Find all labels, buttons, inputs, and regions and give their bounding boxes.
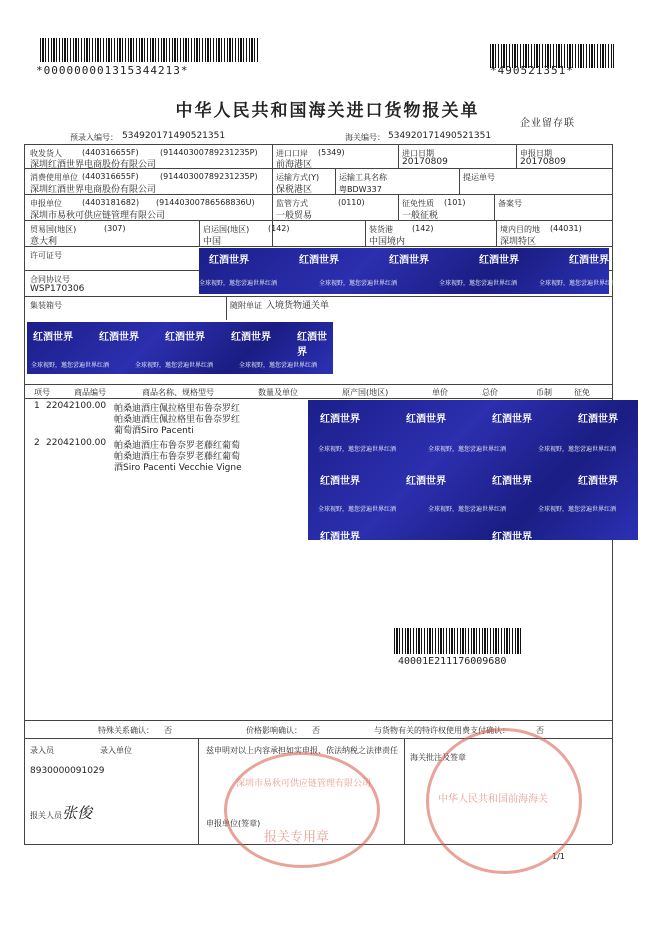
col-line — [494, 194, 495, 220]
watermark-banner-top — [199, 248, 618, 294]
goods-1-no: 1 — [34, 401, 40, 411]
banner-logo: 红酒世界 — [492, 476, 532, 487]
import-date: 20170809 — [402, 157, 448, 167]
goods-header-tax: 征免 — [574, 388, 590, 397]
declare-date-label: 申报日期 — [520, 149, 552, 158]
footer-col-line — [404, 738, 405, 844]
company-seal — [224, 752, 380, 868]
consignee-credit: (91440300789231235P) — [160, 148, 258, 157]
col-line — [365, 220, 366, 246]
banner-logo: 红酒世界 — [320, 414, 360, 425]
banner-logo: 红酒世界 — [578, 476, 618, 487]
container-label: 集装箱号 — [30, 301, 62, 310]
banner-logo: 红酒世界 — [578, 414, 618, 425]
banner-slogan: 全球视野，邀您尝遍世界红酒 — [31, 362, 110, 369]
form-left-border — [24, 144, 25, 720]
dest: 深圳特区 — [500, 237, 537, 247]
special-value: 否 — [164, 726, 172, 735]
supervision-value: 一般贸易 — [276, 211, 313, 221]
banner-slogan: 全球视野，邀您尝遍世界红酒 — [428, 506, 507, 513]
import-date-label: 进口日期 — [402, 149, 434, 158]
col-line — [335, 168, 336, 194]
watermark-banner-middle — [27, 322, 333, 374]
banner-logo: 红酒世界 — [320, 532, 360, 543]
customs-no: 534920171490521351 — [388, 131, 492, 141]
origin-country-code: (142) — [268, 224, 290, 233]
customs-approval-label: 海关批注及签章 — [410, 753, 466, 762]
banner-logo: 红酒世界 — [492, 414, 532, 425]
port-load-label: 装货港 — [369, 225, 393, 234]
goods-header-no: 项号 — [34, 388, 50, 397]
contract-no: WSP170306 — [30, 284, 85, 294]
port-label: 进口口岸 — [276, 149, 308, 158]
declarant-name: 深圳市易秋可供应链管理有限公司 — [30, 211, 166, 221]
declarer-label: 报关人员 — [30, 811, 62, 820]
customs-seal-text: 中华人民共和国前海海关 — [438, 794, 548, 805]
goods-header-currency: 币制 — [536, 388, 552, 397]
row-line — [24, 296, 612, 297]
col-line — [226, 296, 227, 320]
consignee-code: (440316655F) — [82, 148, 139, 157]
footer-right-border — [612, 720, 613, 844]
col-line — [398, 194, 399, 220]
user-code: (440316655F) — [82, 172, 139, 181]
goods-header-country: 原产国(地区) — [342, 388, 389, 397]
goods-2-no: 2 — [34, 438, 40, 448]
banner-slogan: 全球视野，邀您尝遍世界红酒 — [538, 446, 617, 453]
banner-logo: 红酒世界 — [569, 255, 609, 266]
tax-value: 一般征税 — [402, 211, 439, 221]
declarant-credit: (91440300786568836U) — [156, 198, 255, 207]
watermark-banner-goods — [308, 400, 638, 543]
banner-slogan: 全球视野，邀您尝遍世界红酒 — [135, 362, 214, 369]
goods-1-name-line3: 葡萄酒Siro Pacenti — [114, 426, 194, 436]
transport-label: 运输方式(Y) — [276, 173, 320, 182]
port-code: (5349) — [318, 148, 345, 157]
trade-country-label: 贸易国(地区) — [30, 225, 77, 234]
port-load-code: (142) — [412, 224, 434, 233]
banner-logo: 红酒世界 — [389, 255, 429, 266]
form-top-border — [24, 144, 612, 145]
transport-value: 保税港区 — [276, 185, 313, 195]
banner-logo: 红酒世界 — [33, 332, 73, 343]
banner-slogan: 全球视野，邀您尝遍世界红酒 — [319, 280, 398, 287]
banner-logo: 红酒世界 — [492, 532, 532, 543]
doc-label: 随附单证 — [230, 301, 262, 310]
dest-code: (44031) — [550, 224, 582, 233]
pre-entry-no: 534920171490521351 — [122, 131, 226, 141]
statement: 兹申明对以上内容承担如实申报、依法纳税之法律责任 — [206, 746, 398, 755]
royalty-label: 与货物有关的特许权使用费支付确认： — [374, 726, 510, 735]
declarant-code: (4403181682) — [82, 198, 140, 207]
banner-logo: 红酒世界 — [479, 255, 519, 266]
col-line — [398, 144, 399, 168]
middle-barcode — [394, 628, 522, 654]
banner-logo: 红酒世界 — [297, 332, 327, 358]
page-number: 1/1 — [552, 852, 565, 861]
top-left-barcode — [40, 38, 260, 62]
entry-unit-label: 录入单位 — [100, 746, 132, 755]
banner-logo: 红酒世界 — [99, 332, 139, 343]
price-value: 否 — [312, 726, 320, 735]
company-seal-text: 深圳市易秋可供应链管理有限公司 — [236, 779, 372, 789]
goods-header-name: 商品名称、规格型号 — [142, 388, 214, 397]
port-load: 中国境内 — [369, 237, 406, 247]
declarer-signature: 张俊 — [62, 804, 93, 822]
col-line — [496, 220, 497, 246]
banner-logo: 红酒世界 — [299, 255, 339, 266]
doc-value: 入境货物通关单 — [266, 301, 330, 311]
banner-slogan: 全球视野，邀您尝遍世界红酒 — [318, 446, 397, 453]
royalty-value: 否 — [536, 726, 544, 735]
banner-slogan: 全球视野，邀您尝遍世界红酒 — [318, 506, 397, 513]
customs-no-label: 海关编号： — [345, 133, 385, 142]
bill-label: 提运单号 — [463, 173, 495, 182]
supervision-label: 监管方式 — [276, 199, 308, 208]
goods-header-unit-price: 单价 — [432, 388, 448, 397]
special-label: 特殊关系确认： — [98, 726, 154, 735]
goods-1-name-line1: 帕桑迪酒庄佩拉格里布鲁奈罗红 — [114, 404, 241, 414]
page-title: 中华人民共和国海关进口货物报关单 — [175, 101, 480, 121]
goods-header-qty: 数量及单位 — [258, 388, 298, 397]
top-right-barcode-number: *490521351* — [490, 64, 574, 77]
user-credit: (91440300789231235P) — [160, 172, 258, 181]
dest-label: 境内目的地 — [500, 225, 540, 234]
banner-logo: 红酒世界 — [320, 476, 360, 487]
col-line — [459, 168, 460, 194]
col-line — [516, 144, 517, 168]
tool-value: 粤BDW337 — [339, 185, 382, 194]
record-label: 备案号 — [498, 199, 522, 208]
goods-1-name-line2: 帕桑迪酒庄佩拉格里布鲁奈罗红 — [114, 415, 241, 425]
consignee-name: 深圳红酒世界电商股份有限公司 — [30, 160, 157, 170]
middle-barcode-number: 40001E211176009680 — [398, 656, 507, 667]
top-left-barcode-number: *000000001315344213* — [36, 64, 189, 77]
port-name: 前海港区 — [276, 160, 313, 170]
origin-country: 中国 — [203, 237, 222, 247]
banner-logo: 红酒世界 — [406, 476, 446, 487]
user-label: 消费使用单位 — [30, 173, 78, 182]
banner-logo: 红酒世界 — [231, 332, 271, 343]
trade-country-code: (307) — [104, 224, 126, 233]
footer-col-line — [198, 738, 199, 844]
license-label: 许可证号 — [30, 251, 62, 260]
goods-1-code: 22042100.00 — [46, 401, 107, 411]
contract-label: 合同协议号 — [30, 275, 70, 284]
goods-header-total: 总价 — [482, 388, 498, 397]
price-label: 价格影响确认： — [246, 726, 302, 735]
entry-no: 8930000091029 — [30, 766, 105, 776]
trade-country: 意大利 — [30, 237, 58, 247]
declarant-label: 申报单位 — [30, 199, 62, 208]
banner-slogan: 全球视野，邀您尝遍世界红酒 — [538, 506, 617, 513]
supervision-code: (0110) — [338, 198, 365, 207]
banner-slogan: 全球视野，邀您尝遍世界红酒 — [239, 362, 318, 369]
tax-label: 征免性质 — [402, 199, 434, 208]
copy-type: 企业留存联 — [520, 118, 575, 129]
footer-line — [24, 720, 612, 721]
col-line — [199, 220, 200, 246]
banner-logo: 红酒世界 — [406, 414, 446, 425]
goods-2-name-line1: 帕桑迪酒庄布鲁奈罗老藤红葡萄 — [114, 441, 241, 451]
consignee-label: 收发货人 — [30, 149, 62, 158]
company-seal-inner: 报关专用章 — [264, 830, 330, 845]
banner-slogan: 全球视野，邀您尝遍世界红酒 — [199, 280, 278, 287]
origin-country-label: 启运国(地区) — [203, 225, 250, 234]
banner-logo: 红酒世界 — [165, 332, 205, 343]
footer-left-border — [24, 720, 25, 844]
tool-label: 运输工具名称 — [339, 173, 387, 182]
banner-slogan: 全球视野，邀您尝遍世界红酒 — [539, 280, 618, 287]
goods-header-code: 商品编号 — [74, 388, 106, 397]
tax-code: (101) — [444, 198, 466, 207]
declare-date: 20170809 — [520, 157, 566, 167]
pre-entry-label: 预录入编号： — [70, 133, 118, 142]
user-name: 深圳红酒世界电商股份有限公司 — [30, 185, 157, 195]
row-line — [24, 398, 612, 399]
row-line — [24, 384, 612, 385]
goods-2-name-line2: 帕桑迪酒庄布鲁奈罗老藤红葡萄 — [114, 452, 241, 462]
entry-person-label: 录入员 — [30, 746, 54, 755]
declare-unit-sign: 申报单位(签章) — [206, 819, 261, 828]
banner-logo: 红酒世界 — [209, 255, 249, 266]
banner-slogan: 全球视野，邀您尝遍世界红酒 — [439, 280, 518, 287]
banner-slogan: 全球视野，邀您尝遍世界红酒 — [428, 446, 507, 453]
goods-2-name-line3: 酒Siro Pacenti Vecchie Vigne — [114, 463, 242, 473]
goods-2-code: 22042100.00 — [46, 438, 107, 448]
